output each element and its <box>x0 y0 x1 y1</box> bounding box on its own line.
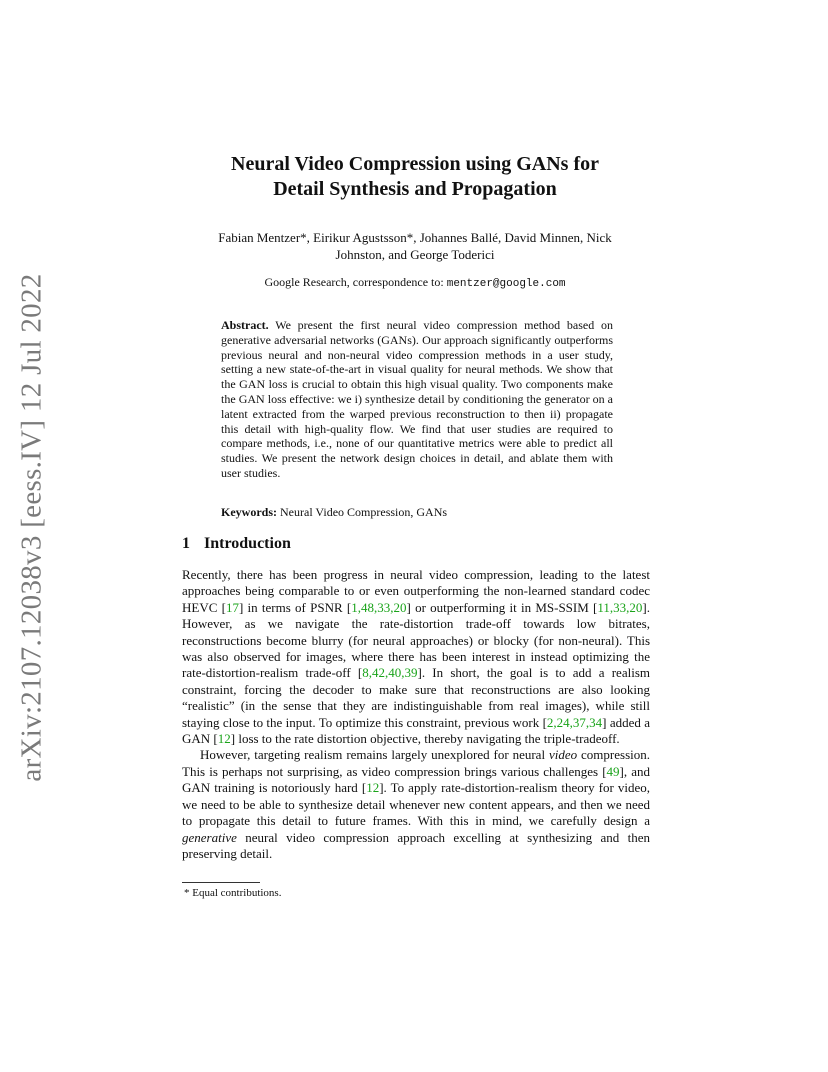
authors-line-2: Johnston, and George Toderici <box>335 247 495 262</box>
abstract-text: We present the first neural video compression method based on generative adversarial networks (GANs). Our approach significantly outperforms previous neural and non-neural video compression methods in a user study, setting a new state-of-the-art in visual quality for neural methods. We show that the GAN loss is crucial to obtain this high visual quality. Two components make the GAN loss effective: we i) synthesize detail by conditioning the generator on a latent extracted from the warped previous reconstruction to then ii) propagate this detail with high-quality flow. We find that user studies are required to compare methods, i.e., none of our quantitative metrics were able to predict all studies. We present the network design choices in detail, and ablate them with user studies. <box>221 318 613 480</box>
paper-title <box>150 152 680 202</box>
emphasis: video <box>548 747 578 763</box>
text: ] in terms of PSNR [ <box>238 599 352 615</box>
title-line-2: Detail Synthesis and Propagation <box>273 178 557 200</box>
text: ], and GAN training is notoriously hard [ <box>182 763 650 796</box>
text: ]. However, as we navigate the rate-distortion trade-off towards low bitrates, reconstructions become blurry (for neural approaches) or blocky (for non-neural). This was also observed for images, where there has been interest in instead optimizing the rate-distortion-realism trade-off [ <box>182 599 650 681</box>
section-title: Introduction <box>204 535 291 552</box>
footnote: * Equal contributions. <box>184 887 282 899</box>
keywords <box>221 505 613 520</box>
intro-body <box>182 567 650 862</box>
text: compression. This is perhaps not surprising, as video compression brings various challenges [ <box>182 747 650 779</box>
citation-link[interactable]: 12 <box>366 780 380 796</box>
emphasis: generative <box>182 829 237 845</box>
authors-line-1: Fabian Mentzer*, Eirikur Agustsson*, Johannes Ballé, David Minnen, Nick <box>218 230 612 245</box>
footnote-rule <box>182 882 260 883</box>
abstract-label: Abstract. <box>221 318 269 332</box>
text: ]. To apply rate-distortion-realism theory for video, we need to be able to synthesize detail whenever new content appears, and then we need to propagate this detail to future frames. With this in mind, we carefully design a <box>182 780 651 829</box>
section-heading <box>182 535 291 553</box>
email-link[interactable]: mentzer@google.com <box>446 278 566 290</box>
text: ]. In short, the goal is to add a realism constraint, forcing the decoder to make sure that reconstructions are also looking “realistic” (in the sense that they are indistinguishable from real images), while still staying close to the input. To optimize this constraint, previous work [ <box>182 665 650 730</box>
affiliation <box>175 275 655 290</box>
paragraph-1 <box>182 567 650 747</box>
title-line-1: Neural Video Compression using GANs for <box>231 153 599 175</box>
citation-link[interactable]: 1,48,33,20 <box>351 599 407 615</box>
citation-link[interactable]: 11,33,20 <box>597 599 643 615</box>
affiliation-text: Google Research, correspondence to: <box>264 275 447 289</box>
text: However, targeting realism remains largely unexplored for neural <box>200 747 549 763</box>
citation-link[interactable]: 12 <box>217 731 231 747</box>
text: ] loss to the rate distortion objective, thereby navigating the triple-tradeoff. <box>230 731 620 747</box>
citation-link[interactable]: 2,24,37,34 <box>546 714 603 730</box>
text: neural video compression approach excelling at synthesizing and then preserving detail. <box>182 829 650 861</box>
arxiv-stamp: arXiv:2107.12038v3 [eess.IV] 12 Jul 2022 <box>15 273 48 782</box>
authors <box>175 229 655 263</box>
paragraph-2 <box>182 747 650 862</box>
keywords-label: Keywords: <box>221 505 277 519</box>
keywords-text: Neural Video Compression, GANs <box>280 505 448 519</box>
text: ] added a GAN [ <box>182 714 650 747</box>
section-number: 1 <box>182 535 190 552</box>
citation-link[interactable]: 17 <box>225 599 239 615</box>
abstract <box>221 318 613 481</box>
citation-link[interactable]: 8,42,40,39 <box>362 665 418 681</box>
citation-link[interactable]: 49 <box>606 763 620 779</box>
text: ] or outperforming it in MS-SSIM [ <box>406 599 598 615</box>
text: Recently, there has been progress in neural video compression, leading to the latest approaches being comparable to or even outperforming the non-learned standard codec HEVC [ <box>182 567 650 615</box>
